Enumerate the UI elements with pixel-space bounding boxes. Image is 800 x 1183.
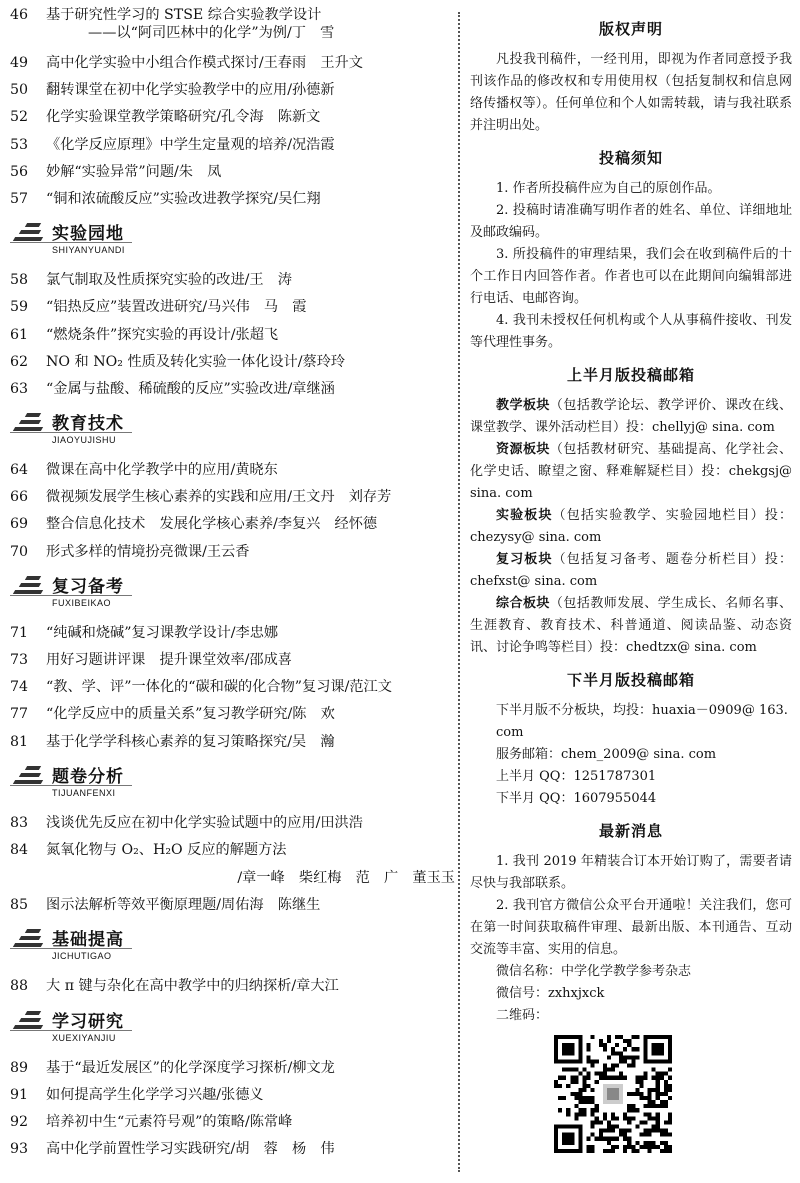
news-item: 1. 我刊 2019 年精装合订本开始订购了，需要者请尽快与我部联系。 <box>470 854 792 891</box>
toc-entry[interactable] <box>10 163 455 181</box>
toc-entry[interactable] <box>10 1086 455 1104</box>
article-title-text: “化学反应中的质量关系”复习教学研究/陈 欢 <box>46 706 335 723</box>
page-number: 46 <box>10 7 29 23</box>
board-text: （包括实验教学、实验园地栏目）投：chezysy@ sina. com <box>470 508 792 545</box>
toc-entry[interactable] <box>10 1059 455 1077</box>
section-pinyin: XUEXIYANJIU <box>52 1032 116 1043</box>
article-title <box>46 298 455 316</box>
section-bars-icon <box>14 1011 44 1031</box>
article-title-text: 氯气制取及性质探究实验的改进/王 涛 <box>46 272 292 289</box>
article-title-text: NO 和 NO₂ 性质及转化实验一体化设计/蔡玲玲 <box>46 353 346 370</box>
notice-column <box>470 14 792 1163</box>
toc-entry[interactable] <box>10 6 455 42</box>
submission-item: 2. 投稿时请准确写明作者的姓名、单位、详细地址及邮政编码。 <box>470 203 792 240</box>
article-title-text: “教、学、评”一体化的“碳和碳的化合物”复习课/范江文 <box>46 679 392 696</box>
article-title <box>46 163 455 181</box>
toc-entry[interactable] <box>10 488 455 506</box>
article-title-text: 微课在高中化学教学中的应用/黄晓东 <box>46 462 278 479</box>
second-half-block <box>470 669 792 810</box>
page-number: 69 <box>10 516 29 533</box>
toc-entry[interactable] <box>10 515 455 533</box>
article-title <box>46 136 455 154</box>
toc-entry[interactable] <box>10 326 455 344</box>
section-name: 教育技术 <box>52 414 124 435</box>
toc-entry[interactable] <box>10 651 455 669</box>
page-number: 57 <box>10 190 29 207</box>
page-number: 61 <box>10 326 29 343</box>
section-bars-icon <box>14 223 44 243</box>
page-number: 58 <box>10 272 29 289</box>
section-bars-icon <box>14 413 44 433</box>
page-number: 89 <box>10 1059 29 1076</box>
wechat-id: 微信号：zxhxjxck <box>496 986 605 1001</box>
toc-entry[interactable] <box>10 1140 455 1158</box>
article-title-text: 氮氧化物与 O₂、H₂O 反应的解题方法 <box>46 841 287 858</box>
page-number: 64 <box>10 462 29 479</box>
toc-entry[interactable] <box>10 814 455 832</box>
page-number: 84 <box>10 841 29 858</box>
section-pinyin: JICHUTIGAO <box>52 951 112 962</box>
article-title <box>46 488 455 506</box>
toc-entry[interactable] <box>10 841 455 887</box>
submission-item: 3. 所投稿件的审理结果，我们会在收到稿件后的十个工作日内回答作者。作者也可以在此期间向编辑部进行电话、电邮咨询。 <box>470 247 792 306</box>
toc-entry[interactable] <box>10 678 455 696</box>
page-number: 88 <box>10 978 29 995</box>
section-name: 学习研究 <box>52 1011 124 1032</box>
article-title <box>46 1140 455 1158</box>
news-item: 2. 我刊官方微信公众平台开通啦！关注我们，您可在第一时间获取稿件审理、最新出版、本刊通告、互动交流等丰富、实用的信息。 <box>470 898 792 957</box>
toc-entry[interactable] <box>10 298 455 316</box>
article-title <box>46 624 455 642</box>
article-title-text: “纯碱和烧碱”复习课教学设计/李忠娜 <box>46 624 279 641</box>
toc-entry[interactable] <box>10 380 455 398</box>
article-title-text: 整合信息化技术 发展化学核心素养/李复兴 经怀德 <box>46 516 378 533</box>
first-half-item <box>470 505 792 549</box>
article-title-text: 微视频发展学生核心素养的实践和应用/王文丹 刘存芳 <box>46 489 392 506</box>
page-number: 56 <box>10 163 29 180</box>
qr-label: 二维码： <box>496 1008 549 1023</box>
toc-entry[interactable] <box>10 81 455 99</box>
toc-entry[interactable] <box>10 977 455 995</box>
article-title-text: 浅谈优先反应在初中化学实验试题中的应用/田洪浩 <box>46 814 363 831</box>
article-title-text: 《化学反应原理》中学生定量观的培养/况浩霞 <box>46 136 335 153</box>
article-title-text: 基于“最近发展区”的化学深度学习探析/柳文龙 <box>46 1059 335 1076</box>
article-title-text: 培养初中生“元素符号观”的策略/陈常峰 <box>46 1113 293 1130</box>
page-number: 62 <box>10 353 29 370</box>
article-title <box>46 651 455 669</box>
copyright-title: 版权声明 <box>598 20 663 38</box>
page-number: 53 <box>10 136 29 153</box>
news-title: 最新消息 <box>598 822 663 840</box>
article-title-text: 基于研究性学习的 STSE 综合实验教学设计 <box>46 7 322 23</box>
section-header <box>10 1005 455 1051</box>
page-number: 85 <box>10 897 29 914</box>
submission-title: 投稿须知 <box>598 149 663 167</box>
section-header <box>10 923 455 969</box>
toc-entry[interactable] <box>10 543 455 561</box>
page-number: 83 <box>10 814 29 831</box>
board-label: 教学板块 <box>496 398 550 413</box>
toc-entry[interactable] <box>10 108 455 126</box>
article-title <box>46 1086 455 1104</box>
article-title <box>46 326 455 344</box>
page-number: 50 <box>10 82 29 99</box>
page-number: 66 <box>10 489 29 506</box>
second-half-title: 下半月版投稿邮箱 <box>566 671 695 689</box>
article-title <box>46 1059 455 1077</box>
section-bars-icon <box>14 576 44 596</box>
section-name: 复习备考 <box>52 576 124 597</box>
article-title-text: 高中化学前置性学习实践研究/胡 蓉 杨 伟 <box>46 1141 335 1158</box>
article-title <box>46 54 455 72</box>
article-title-text: “燃烧条件”探究实验的再设计/张超飞 <box>46 326 279 343</box>
article-title <box>46 977 455 995</box>
page-number: 92 <box>10 1113 29 1130</box>
toc-entry[interactable] <box>10 271 455 289</box>
toc-entry[interactable] <box>10 353 455 371</box>
article-title-text: 基于化学学科核心素养的复习策略探究/吴 瀚 <box>46 733 335 750</box>
article-title-text: 妙解“实验异常”问题/朱 凤 <box>46 163 222 180</box>
board-label: 实验板块 <box>496 508 553 523</box>
section-header <box>10 217 455 263</box>
board-text: （包括教学论坛、教学评价、课改在线、课堂教学、课外活动栏目）投：chellyj@ sina. com <box>470 398 792 435</box>
wechat-name: 微信名称：中学化学教学参考杂志 <box>496 964 692 979</box>
article-title <box>46 896 455 914</box>
second-half-line: 服务邮箱：chem_2009@ sina. com <box>496 747 717 762</box>
article-title <box>46 81 455 99</box>
article-title <box>46 841 455 887</box>
first-half-item <box>470 395 792 439</box>
article-title-text: 化学实验课堂教学策略研究/孔令海 陈新文 <box>46 109 321 126</box>
copyright-block <box>470 18 792 137</box>
article-title-text: “金属与盐酸、稀硫酸的反应”实验改进/章继涵 <box>46 380 335 397</box>
article-title <box>46 515 455 533</box>
second-half-line: 下半月版不分板块，均投：huaxia－0909@ 163. com <box>496 703 788 740</box>
qr-code[interactable] <box>554 1035 672 1153</box>
article-title <box>46 353 455 371</box>
article-title <box>46 6 455 42</box>
section-pinyin: FUXIBEIKAO <box>52 597 112 608</box>
toc-entry[interactable] <box>10 54 455 72</box>
first-half-title: 上半月版投稿邮箱 <box>566 366 695 384</box>
article-title <box>46 705 455 723</box>
article-title <box>46 108 455 126</box>
page-number: 59 <box>10 299 29 316</box>
section-name: 题卷分析 <box>52 766 124 787</box>
board-label: 综合板块 <box>496 596 550 611</box>
page-number: 63 <box>10 380 29 397</box>
article-title-text: 高中化学实验中小组合作模式探讨/王春雨 王升文 <box>46 55 363 71</box>
section-bars-icon <box>14 766 44 786</box>
article-title <box>46 1113 455 1131</box>
page-number: 49 <box>10 55 29 71</box>
section-name: 基础提高 <box>52 930 124 951</box>
article-title <box>46 543 455 561</box>
section-pinyin: TIJUANFENXI <box>52 787 116 798</box>
toc-entry[interactable] <box>10 1113 455 1131</box>
toc-entry[interactable] <box>10 190 455 208</box>
article-title <box>46 461 455 479</box>
first-half-block <box>470 364 792 659</box>
article-title-text: 用好习题讲评课 提升课堂效率/邵成喜 <box>46 652 292 668</box>
section-name: 实验园地 <box>52 224 124 245</box>
article-title <box>46 814 455 832</box>
article-title <box>46 271 455 289</box>
page-number: 73 <box>10 652 29 668</box>
page-number: 81 <box>10 733 29 750</box>
toc-entry[interactable] <box>10 461 455 479</box>
article-title <box>46 190 455 208</box>
article-title <box>46 678 455 696</box>
board-text: （包括教师发展、学生成长、名师名事、生涯教育、教育技术、科普通道、阅读品鉴、动态资讯、讨论争鸣等栏目）投：chedtzx@ sina. com <box>470 596 792 655</box>
second-half-line: 上半月 QQ：1251787301 <box>496 769 657 784</box>
section-pinyin: SHIYANYUANDI <box>52 245 125 256</box>
article-title-text: “铝热反应”装置改进研究/马兴伟 马 霞 <box>46 299 307 316</box>
submission-item: 4. 我刊未授权任何机构或个人从事稿件接收、刊发等代理性事务。 <box>470 313 792 350</box>
toc-entry[interactable] <box>10 705 455 723</box>
news-block <box>470 820 792 1153</box>
article-subtitle: ——以“阿司匹林中的化学”为例/丁 雪 <box>88 25 335 41</box>
page-number: 70 <box>10 543 29 560</box>
article-title-text: 大 π 键与杂化在高中教学中的归纳探析/章大江 <box>46 978 339 995</box>
section-pinyin: JIAOYUJISHU <box>52 435 117 446</box>
board-label: 资源板块 <box>496 442 550 457</box>
article-title-text: 翻转课堂在初中化学实验教学中的应用/孙德新 <box>46 82 335 99</box>
article-title-text: 形式多样的情境扮亮微课/王云香 <box>46 543 250 560</box>
submission-item: 1. 作者所投稿件应为自己的原创作品。 <box>496 181 721 196</box>
toc-entry[interactable] <box>10 896 455 914</box>
first-half-item <box>470 439 792 505</box>
table-of-contents <box>10 6 455 1167</box>
copyright-text: 凡投我刊稿件，一经刊用，即视为作者同意授予我刊该作品的修改权和专用使用权（包括复制权和信息网络传播权等）。任何单位和个人如需转载，请与我社联系并注明出处。 <box>470 52 792 133</box>
page-number: 91 <box>10 1086 29 1103</box>
article-title-text: 如何提高学生化学学习兴趣/张德义 <box>46 1086 264 1103</box>
column-divider <box>458 12 460 1172</box>
page-number: 77 <box>10 706 29 723</box>
submission-block <box>470 147 792 354</box>
section-header <box>10 760 455 806</box>
page-number: 52 <box>10 109 29 126</box>
section-bars-icon <box>14 929 44 949</box>
board-label: 复习板块 <box>496 552 553 567</box>
board-text: （包括复习备考、题卷分析栏目）投：chefxst@ sina. com <box>470 552 792 589</box>
board-text: （包括教材研究、基础提高、化学社会、化学史话、瞭望之窗、释难解疑栏目）投：chekgsj@ sina. com <box>470 442 792 501</box>
section-header <box>10 407 455 453</box>
toc-entry[interactable] <box>10 136 455 154</box>
article-title <box>46 380 455 398</box>
page-number: 71 <box>10 624 29 641</box>
first-half-item <box>470 593 792 659</box>
first-half-item <box>470 549 792 593</box>
toc-entry[interactable] <box>10 624 455 642</box>
article-title-text: 图示法解析等效平衡原理题/周佑海 陈继生 <box>46 897 321 914</box>
article-title <box>46 733 455 751</box>
page-number: 93 <box>10 1141 29 1158</box>
article-authors: /章一峰 柴红梅 范 广 董玉玉 <box>237 869 455 886</box>
page-number: 74 <box>10 679 29 696</box>
second-half-line: 下半月 QQ：1607955044 <box>496 791 657 806</box>
article-title-text: “铜和浓硫酸反应”实验改进教学探究/吴仁翔 <box>46 190 321 207</box>
toc-entry[interactable] <box>10 733 455 751</box>
section-header <box>10 570 455 616</box>
